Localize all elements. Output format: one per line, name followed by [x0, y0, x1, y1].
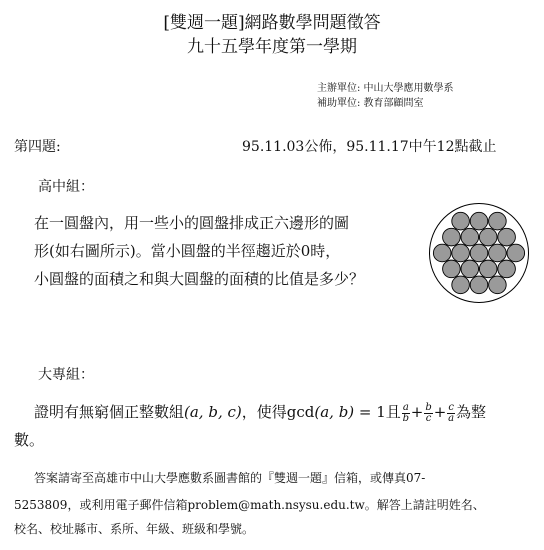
- small-disk: [489, 276, 507, 294]
- notice-line2: 5253809，或利用電子郵件信箱problem@math.nsysu.edu.tw。解答上請註明姓名、: [14, 498, 485, 512]
- high-school-text-line3: 小圓盤的面積之和與大圓盤的面積的比值是多少？: [34, 270, 365, 288]
- university-text-post: 為整: [455, 403, 486, 421]
- page-subtitle: 九十五學年度第一學期: [187, 37, 357, 57]
- small-disk: [498, 260, 516, 278]
- notice-line3: 校名、校址縣市、系所、年級、班級和學號。: [14, 522, 255, 536]
- high-school-text-line1: 在一圓盤內，用一些小的圓盤排成正六邊形的圖: [34, 214, 350, 232]
- organizer-text: 主辦單位: 中山大學應用數學系: [317, 83, 454, 94]
- high-school-heading: 高中組：: [38, 179, 94, 195]
- university-text-pre: 證明有無窮個正整數組: [34, 403, 185, 421]
- small-disk: [479, 228, 497, 246]
- fraction-c-over-a: $\frac{c}{a}$: [448, 401, 455, 424]
- small-disk: [470, 244, 488, 262]
- small-disk: [452, 244, 470, 262]
- small-disk: [507, 244, 525, 262]
- university-text-line1: [34, 401, 486, 424]
- small-disk: [433, 244, 451, 262]
- small-disk: [479, 260, 497, 278]
- university-text-line2: 數。: [14, 431, 45, 449]
- university-heading: 大專組：: [38, 367, 94, 383]
- small-disk: [452, 276, 470, 294]
- math-pair: (a, b): [314, 403, 355, 421]
- small-disk: [470, 276, 488, 294]
- small-disk: [452, 212, 470, 230]
- small-disk: [489, 212, 507, 230]
- high-school-text-line2: 形(如右圖所示)。當小圓盤的半徑趨近於0時，: [34, 242, 341, 260]
- fraction-b-over-c: $\frac{b}{c}$: [425, 401, 432, 424]
- sponsor-text: 補助單位: 教育部顧問室: [317, 98, 424, 109]
- math-triple: (a, b, c): [184, 403, 242, 421]
- small-disk: [470, 212, 488, 230]
- notice-line1: 答案請寄至高雄市中山大學應數系圖書館的『雙週一題』信箱，或傳真07-: [34, 471, 426, 485]
- hexagonal-disk-packing-figure: [428, 202, 530, 304]
- problem-deadline: 95.11.03公佈，95.11.17中午12點截止: [242, 139, 497, 155]
- small-disk: [498, 228, 516, 246]
- small-disk: [461, 228, 479, 246]
- small-disk: [461, 260, 479, 278]
- small-disk: [489, 244, 507, 262]
- university-text-eq: = 1且: [354, 403, 401, 421]
- small-disk: [443, 260, 461, 278]
- problem-label: 第四題:: [14, 139, 61, 155]
- university-text-mid: ，使得gcd: [241, 403, 315, 421]
- page-title: [雙週一題]網路數學問題徵答: [163, 13, 381, 33]
- plus-sign-1: +: [410, 403, 424, 421]
- plus-sign-2: +: [433, 403, 447, 421]
- fraction-a-over-b: $\frac{a}{b}$: [402, 401, 409, 424]
- small-disk: [443, 228, 461, 246]
